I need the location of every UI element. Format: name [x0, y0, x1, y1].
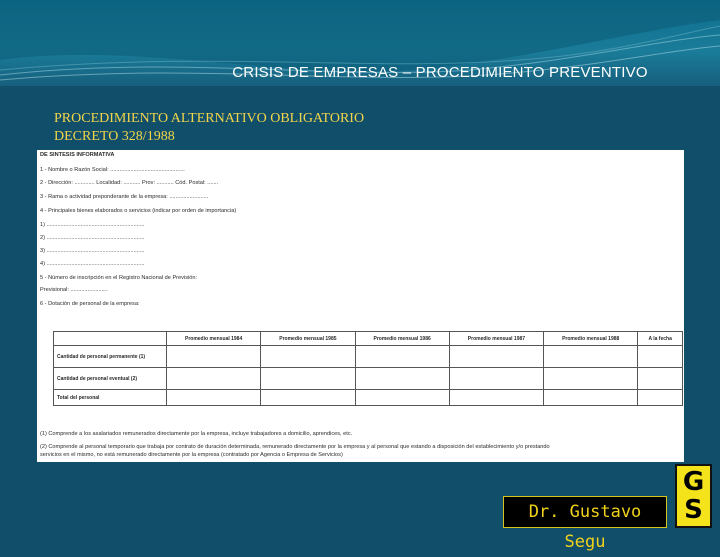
slide-title: CRISIS DE EMPRESAS – PROCEDIMIENTO PREVENTIVO	[232, 64, 648, 81]
logo-letter-top: G	[682, 467, 705, 497]
personnel-table	[53, 331, 683, 406]
table-header: Promedio mensual 1985	[261, 332, 355, 346]
table-row	[54, 390, 683, 406]
table-row	[54, 368, 683, 390]
row-label: Total del personal	[54, 390, 167, 406]
subtitle-line-2: DECRETO 328/1988	[54, 129, 175, 144]
doc-line: 1 - Nombre o Razón Social: ................................................	[40, 167, 185, 173]
table-header	[54, 332, 167, 346]
signature-badge: Dr. Gustavo Segu	[503, 496, 667, 528]
row-label: Cantidad de personal eventual (2)	[54, 368, 167, 390]
table-header: Promedio mensual 1987	[449, 332, 543, 346]
doc-line: Previsional: ........................	[40, 287, 108, 293]
row-label: Cantidad de personal permanente (1)	[54, 346, 167, 368]
footnote: (2) Comprende al personal temporario que trabaja por contrato de duración determinada, remunerado directamente por la empresa y al personal que estando a disposición del establecimiento y/o prestando	[40, 444, 550, 450]
doc-heading: DE SINTESIS INFORMATIVA	[40, 152, 115, 158]
doc-line: 2) ...............................................................	[40, 235, 145, 241]
subtitle-line-1: PROCEDIMIENTO ALTERNATIVO OBLIGATORIO	[54, 111, 365, 126]
doc-line: 5 - Número de inscripción en el Registro Nacional de Previsión:	[40, 275, 198, 281]
doc-line: 1) ...............................................................	[40, 222, 145, 228]
table-row	[54, 346, 683, 368]
subtitle	[54, 110, 364, 146]
footnote: (1) Comprende a los asalariados remunerados directamente por la empresa, incluye trabajadores a domicilio, aprendices, etc.	[40, 431, 353, 437]
doc-line: 2 - Dirección: ............. Localidad: ........... Prov: ........... Cód. Postal: .......	[40, 180, 219, 186]
logo-letter-bottom: S	[684, 495, 703, 525]
doc-line: 6 - Dotación de personal de la empresa:	[40, 301, 140, 307]
table-header: Promedio mensual 1988	[544, 332, 638, 346]
table-header-row	[54, 332, 683, 346]
table-header: A la fecha	[638, 332, 683, 346]
doc-line: 3) ...............................................................	[40, 248, 145, 254]
footnote: servicios en el mismo, no está remunerado directamente por la empresa (contratado por Agencia o Empresa de Servicios)	[40, 452, 343, 458]
doc-line: 4 - Principales bienes elaborados o servicios (indicar por orden de importancia)	[40, 208, 237, 214]
table-header: Promedio mensual 1986	[355, 332, 449, 346]
gs-logo	[675, 464, 712, 528]
doc-line: 3 - Rama o actividad preponderante de la empresa: .........................	[40, 194, 209, 200]
doc-line: 4) ...............................................................	[40, 261, 145, 267]
document-scan	[37, 150, 684, 462]
table-header: Promedio mensual 1984	[167, 332, 261, 346]
